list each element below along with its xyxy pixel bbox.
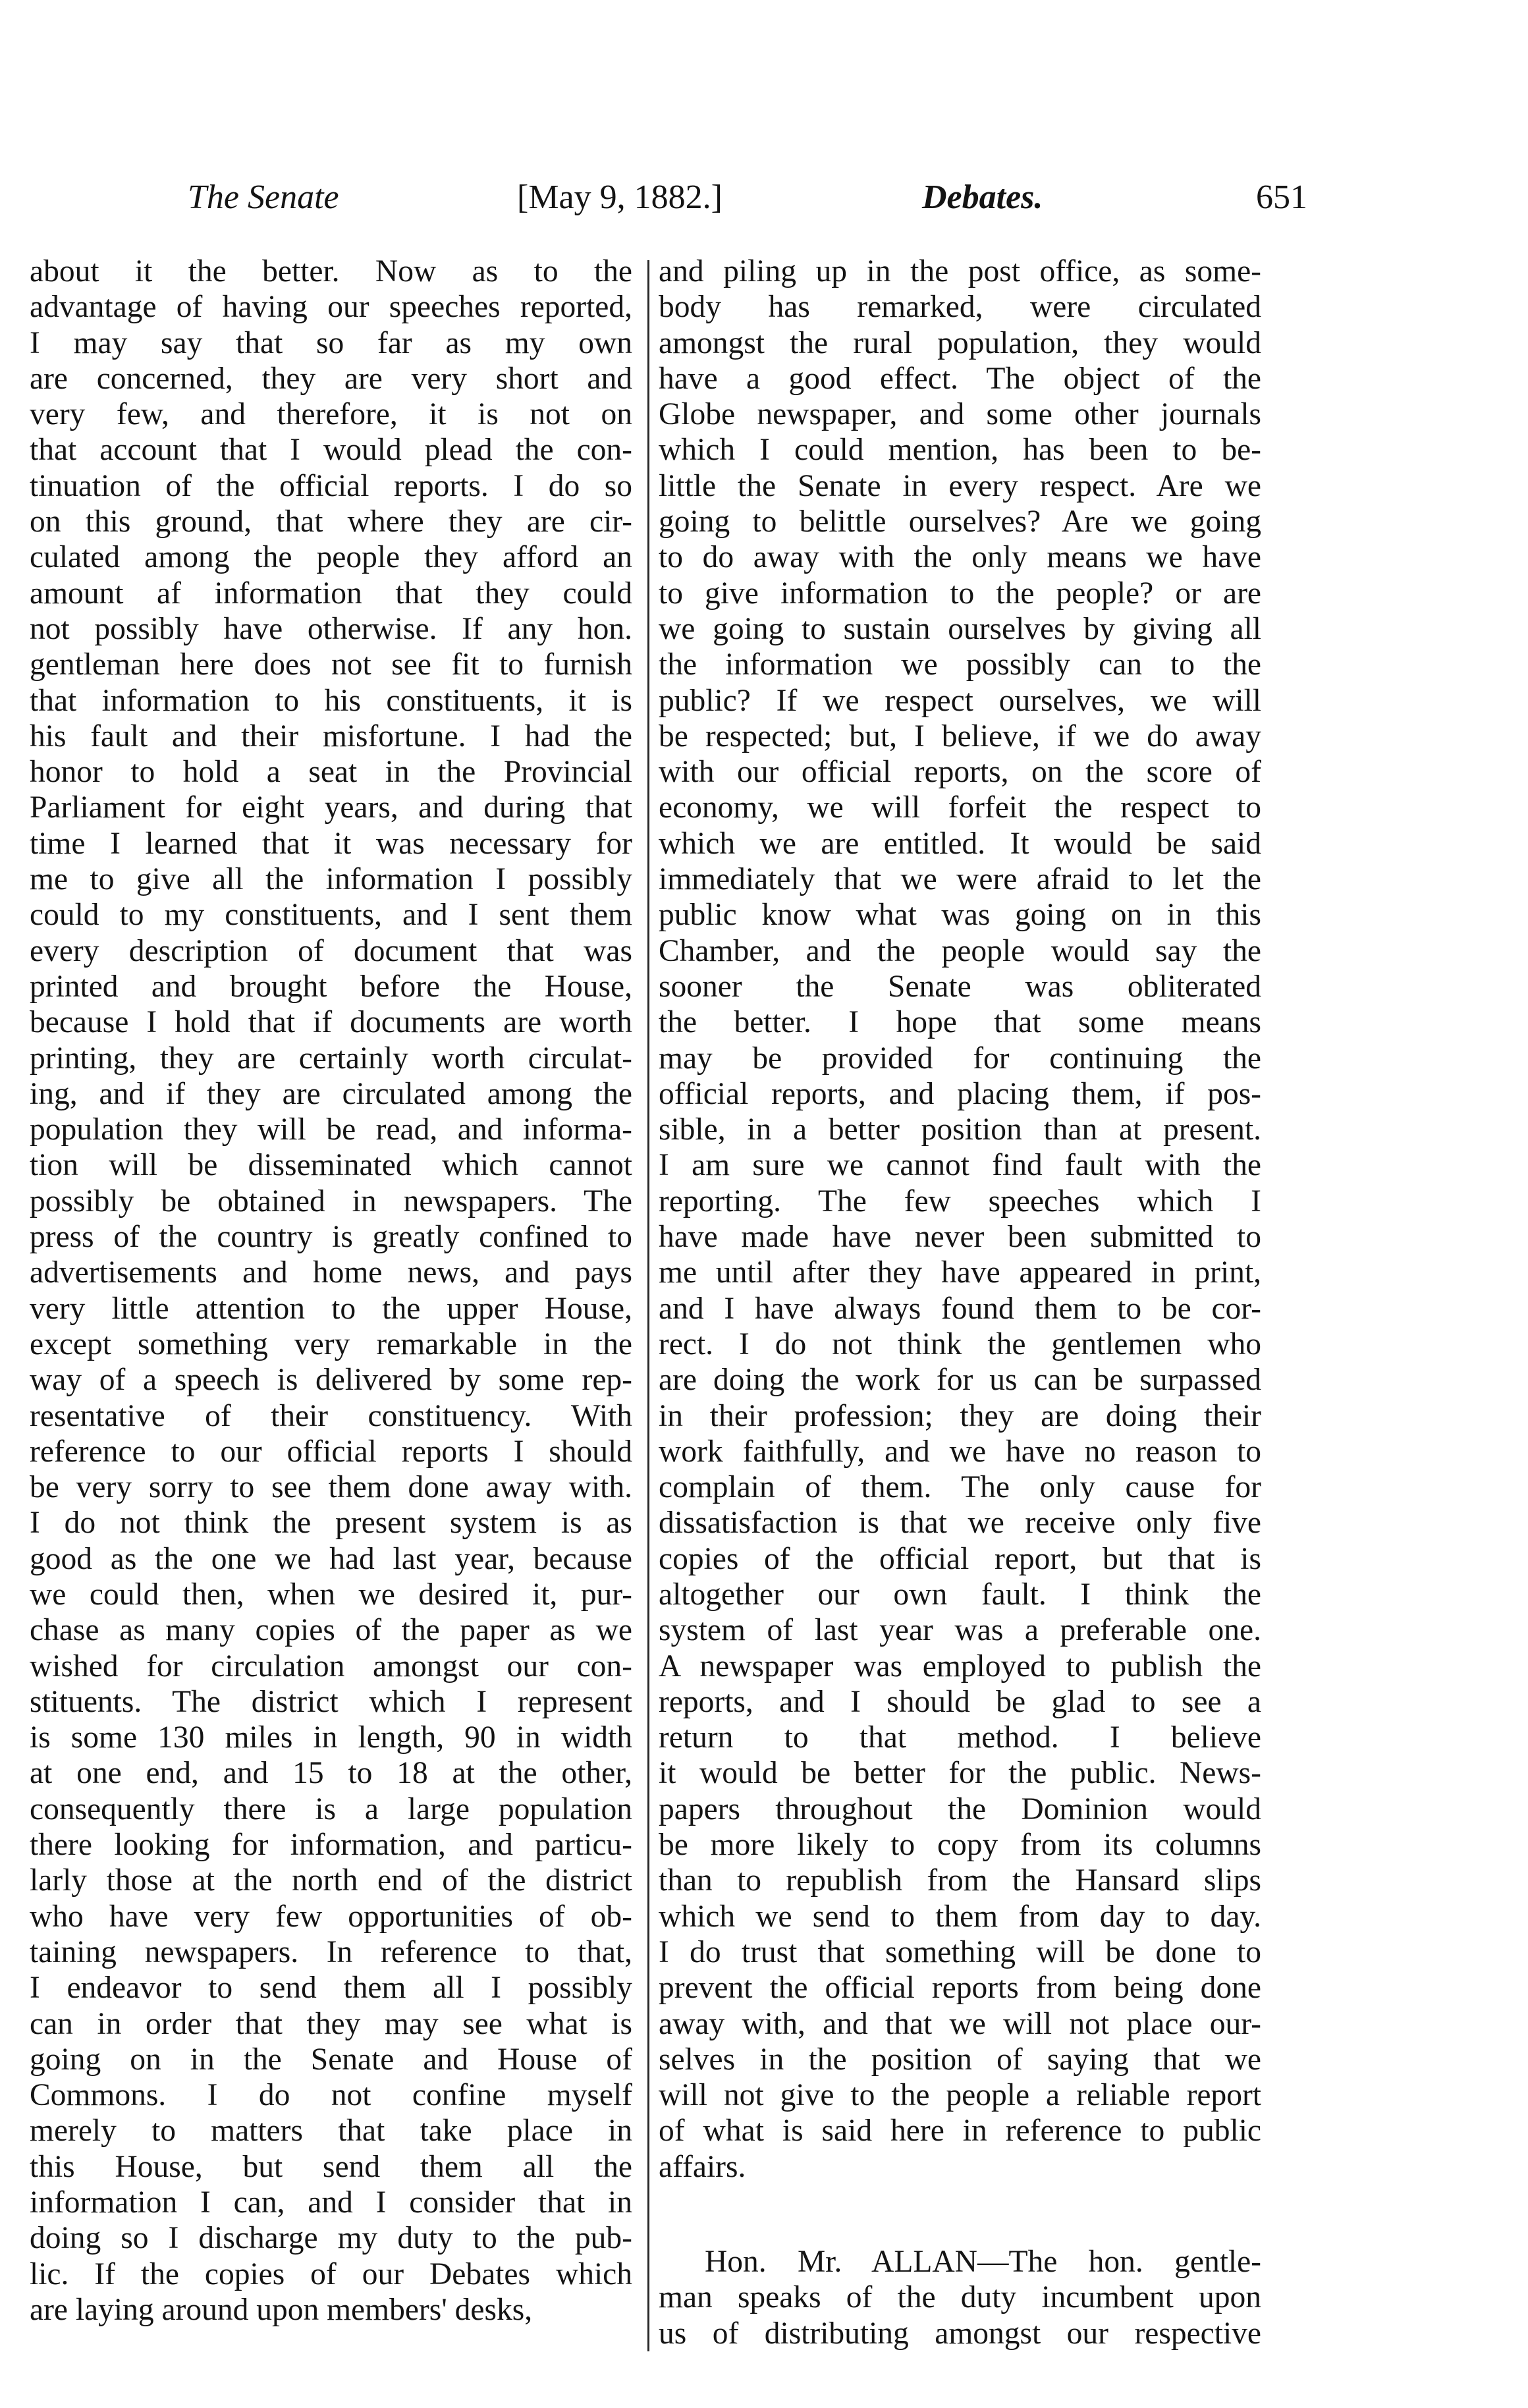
- text-line: printing, they are certainly worth circulat-: [30, 1041, 632, 1076]
- text-line: have a good effect. The object of the: [659, 361, 1261, 396]
- text-line: resentative of their constituency. With: [30, 1398, 632, 1433]
- text-line: immediately that we were afraid to let the: [659, 862, 1261, 897]
- text-line: consequently there is a large population: [30, 1792, 632, 1826]
- text-line: away with, and that we will not place our-: [659, 2006, 1261, 2041]
- text-line: I am sure we cannot find fault with the: [659, 1148, 1261, 1183]
- text-line: amongst the rural population, they would: [659, 325, 1261, 360]
- text-line: information I can, and I consider that in: [30, 2185, 632, 2220]
- text-line: to give information to the people? or are: [659, 576, 1261, 611]
- text-line: be respected; but, I believe, if we do away: [659, 719, 1261, 753]
- text-line: in their profession; they are doing their: [659, 1398, 1261, 1433]
- text-line: could to my constituents, and I sent them: [30, 898, 632, 933]
- left-column: [30, 254, 632, 2328]
- text-line: is some 130 miles in length, 90 in width: [30, 1720, 632, 1755]
- text-line: this House, but send them all the: [30, 2149, 632, 2184]
- text-line: will not give to the people a reliable report: [659, 2078, 1261, 2113]
- text-line: with our official reports, on the score of: [659, 755, 1261, 790]
- text-line: complain of them. The only cause for: [659, 1470, 1261, 1505]
- text-line: taining newspapers. In reference to that,: [30, 1934, 632, 1969]
- text-line: return to that method. I believe: [659, 1720, 1261, 1755]
- column-divider: [647, 260, 649, 2351]
- text-line: at one end, and 15 to 18 at the other,: [30, 1756, 632, 1791]
- text-line: system of last year was a preferable one.: [659, 1613, 1261, 1648]
- text-line: very little attention to the upper House,: [30, 1291, 632, 1326]
- text-line: me until after they have appeared in print,: [659, 1255, 1261, 1290]
- speaker-line: Hon. Mr. ALLAN—The hon. gentle-: [705, 2245, 1261, 2280]
- text-line: very few, and therefore, it is not on: [30, 397, 632, 432]
- text-line: which I could mention, has been to be-: [659, 433, 1261, 468]
- text-line: his fault and their misfortune. I had the: [30, 719, 632, 753]
- text-line: I do not think the present system is as: [30, 1506, 632, 1541]
- text-line: are concerned, they are very short and: [30, 361, 632, 396]
- text-line: every description of document that was: [30, 933, 632, 968]
- text-line: time I learned that it was necessary for: [30, 826, 632, 861]
- text-line: be very sorry to see them done away with.: [30, 1470, 632, 1505]
- text-line: can in order that they may see what is: [30, 2006, 632, 2041]
- text-line: man speaks of the duty incumbent upon: [659, 2280, 1261, 2315]
- text-line: wished for circulation amongst our con-: [30, 1649, 632, 1683]
- text-line: chase as many copies of the paper as we: [30, 1613, 632, 1648]
- text-line: we could then, when we desired it, pur-: [30, 1577, 632, 1612]
- text-line: gentleman here does not see fit to furnish: [30, 647, 632, 682]
- text-line: it would be better for the public. News-: [659, 1756, 1261, 1791]
- text-line: copies of the official report, but that is: [659, 1541, 1261, 1576]
- text-line: Globe newspaper, and some other journals: [659, 397, 1261, 432]
- text-line: going on in the Senate and House of: [30, 2042, 632, 2077]
- text-line: on this ground, that where they are cir-: [30, 505, 632, 539]
- text-line: which we send to them from day to day.: [659, 1899, 1261, 1934]
- header-chamber: The Senate: [188, 178, 339, 216]
- text-line: tion will be disseminated which cannot: [30, 1148, 632, 1183]
- text-line: Chamber, and the people would say the: [659, 933, 1261, 968]
- text-line: than to republish from the Hansard slips: [659, 1863, 1261, 1898]
- text-line: that account that I would plead the con-: [30, 433, 632, 468]
- text-line: prevent the official reports from being done: [659, 1971, 1261, 2006]
- running-header: [175, 178, 1307, 231]
- header-publication: Debates.: [922, 178, 1043, 216]
- text-line: lic. If the copies of our Debates which: [30, 2257, 632, 2291]
- text-line: me to give all the information I possibly: [30, 862, 632, 897]
- text-line: body has remarked, were circulated: [659, 290, 1261, 325]
- page-number: 651: [1256, 178, 1307, 216]
- text-line: altogether our own fault. I think the: [659, 1577, 1261, 1612]
- text-line: press of the country is greatly confined to: [30, 1220, 632, 1255]
- text-line: reference to our official reports I should: [30, 1434, 632, 1469]
- text-line: rect. I do not think the gentlemen who: [659, 1327, 1261, 1361]
- text-line: because I hold that if documents are worth: [30, 1005, 632, 1040]
- text-line: not possibly have otherwise. If any hon.: [30, 611, 632, 646]
- text-line: papers throughout the Dominion would: [659, 1792, 1261, 1826]
- text-line: printed and brought before the House,: [30, 969, 632, 1004]
- text-line: may be provided for continuing the: [659, 1041, 1261, 1076]
- text-line: selves in the position of saying that we: [659, 2042, 1261, 2077]
- text-line: culated among the people they afford an: [30, 540, 632, 575]
- header-date: [May 9, 1882.]: [517, 178, 723, 216]
- text-line: possibly be obtained in newspapers. The: [30, 1184, 632, 1218]
- text-line: the better. I hope that some means: [659, 1005, 1261, 1040]
- right-column: [659, 254, 1261, 2351]
- text-line: A newspaper was employed to publish the: [659, 1649, 1261, 1683]
- text-line: which we are entitled. It would be said: [659, 826, 1261, 861]
- text-line: amount af information that they could: [30, 576, 632, 611]
- text-line: dissatisfaction is that we receive only five: [659, 1506, 1261, 1541]
- text-line: who have very few opportunities of ob-: [30, 1899, 632, 1934]
- text-line: larly those at the north end of the district: [30, 1863, 632, 1898]
- paragraph-gap: [659, 2185, 1261, 2244]
- text-line: good as the one we had last year, because: [30, 1541, 632, 1576]
- text-line: Parliament for eight years, and during that: [30, 790, 632, 825]
- text-line: sooner the Senate was obliterated: [659, 969, 1261, 1004]
- text-line: public know what was going on in this: [659, 898, 1261, 933]
- text-line: reporting. The few speeches which I: [659, 1184, 1261, 1218]
- text-line: the information we possibly can to the: [659, 647, 1261, 682]
- text-line: I may say that so far as my own: [30, 325, 632, 360]
- text-line: of what is said here in reference to public: [659, 2114, 1261, 2148]
- text-line: that information to his constituents, it is: [30, 683, 632, 718]
- text-line: are laying around upon members' desks,: [30, 2292, 533, 2327]
- text-line: I do trust that something will be done to: [659, 1934, 1261, 1969]
- text-line: there looking for information, and particu-: [30, 1828, 632, 1863]
- text-line: economy, we will forfeit the respect to: [659, 790, 1261, 825]
- text-line: are doing the work for us can be surpassed: [659, 1363, 1261, 1398]
- text-line: and piling up in the post office, as some-: [659, 254, 1261, 288]
- text-line: have made have never been submitted to: [659, 1220, 1261, 1255]
- text-line: official reports, and placing them, if pos-: [659, 1076, 1261, 1111]
- text-line: advertisements and home news, and pays: [30, 1255, 632, 1290]
- text-line: reports, and I should be glad to see a: [659, 1684, 1261, 1719]
- text-line: merely to matters that take place in: [30, 2114, 632, 2148]
- text-line: us of distributing amongst our respective: [659, 2316, 1261, 2351]
- text-line: little the Senate in every respect. Are we: [659, 468, 1261, 503]
- text-line: sible, in a better position than at present.: [659, 1112, 1261, 1147]
- text-line: except something very remarkable in the: [30, 1327, 632, 1361]
- text-line: be more likely to copy from its columns: [659, 1828, 1261, 1863]
- text-line: Commons. I do not confine myself: [30, 2078, 632, 2113]
- text-line: public? If we respect ourselves, we will: [659, 683, 1261, 718]
- text-line: we going to sustain ourselves by giving all: [659, 611, 1261, 646]
- text-line: stituents. The district which I represent: [30, 1684, 632, 1719]
- text-line: and I have always found them to be cor-: [659, 1291, 1261, 1326]
- text-line: ing, and if they are circulated among the: [30, 1076, 632, 1111]
- text-line: way of a speech is delivered by some rep-: [30, 1363, 632, 1398]
- text-line: doing so I discharge my duty to the pub-: [30, 2221, 632, 2256]
- text-line: tinuation of the official reports. I do so: [30, 468, 632, 503]
- text-line: advantage of having our speeches reported,: [30, 290, 632, 325]
- text-line: honor to hold a seat in the Provincial: [30, 755, 632, 790]
- text-line: to do away with the only means we have: [659, 540, 1261, 575]
- text-line: I endeavor to send them all I possibly: [30, 1971, 632, 2006]
- text-line: going to belittle ourselves? Are we going: [659, 505, 1261, 539]
- text-line: population they will be read, and informa-: [30, 1112, 632, 1147]
- text-line: about it the better. Now as to the: [30, 254, 632, 288]
- text-line: affairs.: [659, 2149, 746, 2184]
- text-line: work faithfully, and we have no reason to: [659, 1434, 1261, 1469]
